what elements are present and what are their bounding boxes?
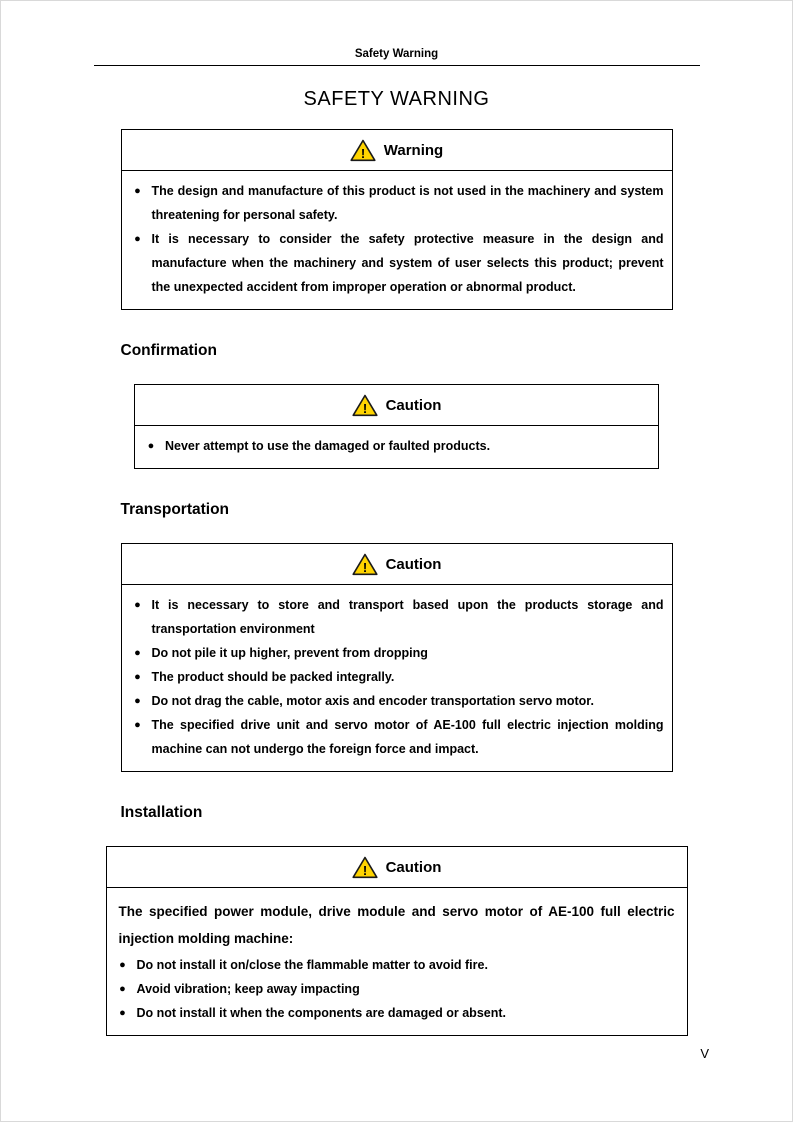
bullet-icon: ●: [119, 1007, 126, 1019]
bullet-item: [132, 713, 664, 761]
bullet-item: [117, 953, 679, 977]
confirmation-caution-box: [134, 384, 659, 469]
bullet-item: [117, 1001, 679, 1025]
bullet-text: The specified drive unit and servo motor of AE-100 full electric injection molding machine can not undergo the foreign force and impact.: [151, 718, 664, 756]
bullet-text: The product should be packed integrally.: [151, 670, 395, 684]
bullet-text: Never attempt to use the damaged or faulted products.: [165, 439, 491, 453]
bullet-icon: ●: [119, 983, 126, 995]
page-title: SAFETY WARNING: [303, 88, 490, 110]
bullet-item: [132, 641, 664, 665]
bullet-text: It is necessary to store and transport based upon the products storage and transportation environment: [151, 598, 664, 636]
installation-box-body: [107, 888, 687, 1035]
bullet-item: [117, 977, 679, 1001]
bullet-icon: ●: [134, 719, 141, 731]
confirmation-box-label: Caution: [385, 397, 442, 414]
svg-text:!: !: [362, 863, 367, 878]
section-heading-confirmation: Confirmation: [120, 342, 217, 359]
bullet-text: Do not drag the cable, motor axis and encoder transportation servo motor.: [151, 694, 594, 708]
caution-triangle-icon: [352, 856, 378, 879]
running-header-text: Safety Warning: [354, 48, 439, 60]
page-number: V: [700, 1046, 709, 1061]
caution-triangle-icon: [352, 553, 378, 576]
svg-text:!: !: [362, 560, 367, 575]
bullet-icon: ●: [147, 440, 155, 452]
bullet-text: Do not install it on/close the flammable matter to avoid fire.: [136, 958, 488, 972]
installation-intro-text: The specified power module, drive module and servo motor of AE-100 full electric injection molding machine:: [118, 904, 675, 946]
bullet-text: Do not pile it up higher, prevent from dropping: [151, 646, 428, 660]
section-installation: [94, 804, 700, 1036]
warning-triangle-icon: [350, 139, 376, 162]
section-heading-installation: Installation: [120, 804, 203, 821]
bullet-text: It is necessary to consider the safety protective measure in the design and manufacture when the machinery and system of user selects this product; prevent the unexpected accident from improper operation or abnormal product.: [151, 232, 664, 294]
transportation-box-label: Caution: [385, 556, 442, 573]
warning-box-body: [122, 171, 672, 309]
warning-box-label: Warning: [383, 142, 444, 159]
section-confirmation: [94, 342, 700, 469]
section-heading-transportation: Transportation: [120, 501, 230, 518]
bullet-item: [145, 434, 650, 458]
warning-box-header: [122, 130, 672, 171]
bullet-icon: ●: [134, 671, 141, 683]
bullet-item: [132, 593, 664, 641]
installation-box-header: [107, 847, 687, 888]
page-content: [94, 0, 700, 1036]
transportation-caution-box: [121, 543, 673, 772]
bullet-text: The design and manufacture of this product is not used in the machinery and system threatening for personal safety.: [151, 184, 664, 222]
section-warning: [94, 129, 700, 310]
bullet-icon: ●: [134, 599, 141, 611]
bullet-icon: ●: [134, 233, 141, 245]
confirmation-box-header: [135, 385, 658, 426]
warning-box: [121, 129, 673, 310]
bullet-icon: ●: [119, 959, 126, 971]
installation-box-label: Caution: [385, 859, 442, 876]
bullet-item: [132, 227, 664, 299]
bullet-text: Do not install it when the components are damaged or absent.: [136, 1006, 506, 1020]
svg-text:!: !: [360, 146, 365, 161]
caution-triangle-icon: [352, 394, 378, 417]
installation-caution-box: [106, 846, 688, 1036]
bullet-item: [132, 689, 664, 713]
bullet-item: [132, 179, 664, 227]
bullet-item: [132, 665, 664, 689]
running-header: [94, 0, 700, 66]
bullet-icon: ●: [134, 647, 141, 659]
transportation-box-body: [122, 585, 672, 771]
bullet-text: Avoid vibration; keep away impacting: [136, 982, 360, 996]
bullet-icon: ●: [134, 185, 141, 197]
section-transportation: [94, 501, 700, 772]
svg-text:!: !: [362, 401, 367, 416]
bullet-icon: ●: [134, 695, 141, 707]
confirmation-box-body: [135, 426, 658, 468]
transportation-box-header: [122, 544, 672, 585]
